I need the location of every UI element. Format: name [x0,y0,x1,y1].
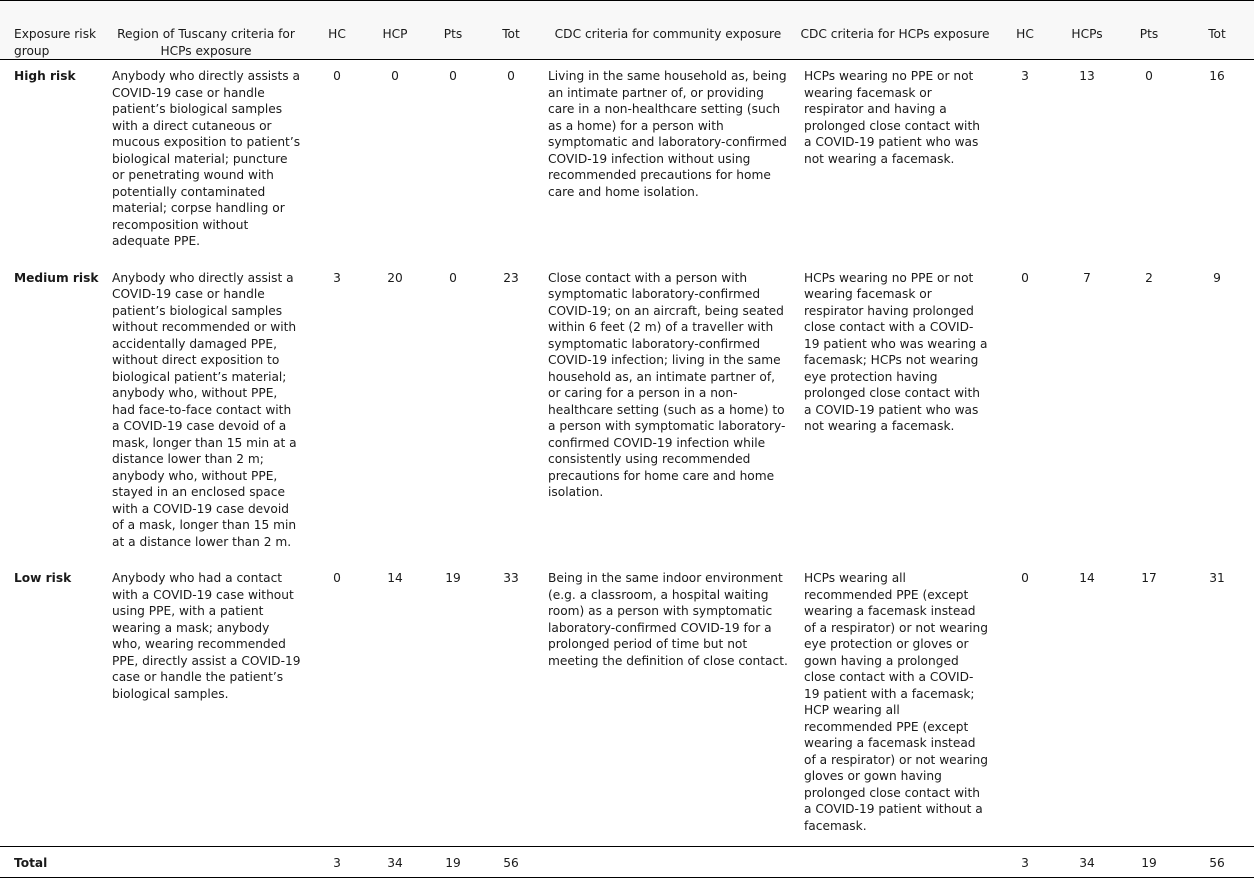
header-hcps-2: HCPs [1056,1,1118,60]
table-row-total [0,847,1254,878]
header-tot-2: Tot [1180,1,1254,60]
hcps-count-2: 7 [1083,270,1091,285]
risk-group-label: Low risk [14,571,72,585]
total-pts-2: 19 [1118,847,1180,878]
empty-cell [540,847,796,878]
hcps-count-2: 14 [1079,571,1095,585]
tot-count-2: 31 [1209,571,1225,585]
hc-count-2: 0 [1021,270,1029,285]
empty-cell [796,847,994,878]
hcps-count-2: 13 [1079,69,1095,83]
tot-count-2: 16 [1209,69,1225,83]
tot-count: 23 [503,270,519,285]
header-tuscany-criteria: Region of Tuscany criteria for HCPs exposure [104,1,308,60]
total-hcp: 34 [366,847,424,878]
cdc-community-cell: Living in the same household as, being an intimate partner of, or providing care in a non-healthcare setting (such as a home) for a person with symptomatic and laboratory-confirmed COVID-19 infection without using recommended precautions for home care and home isolation. [548,69,787,199]
header-exposure-group: Exposure risk group [0,1,104,60]
table-row-medium-risk [0,262,1254,563]
header-pts: Pts [424,1,482,60]
cdc-community-cell: Close contact with a person with symptomatic laboratory-confirmed COVID-19; on an aircraft, being seated within 6 feet (2 m) of a traveller with symptomatic laboratory-confirmed COVID-19 infection; living in the same household as, an intimate partner of, or caring for a person in a non-healthcare setting (such as a home) to a person with symptomatic laboratory-confirmed COVID-19 infection while consistently using recommended precautions for home care and home isolation. [548,270,786,499]
total-pts: 19 [424,847,482,878]
pts-count: 19 [445,571,461,585]
cdc-hcps-cell: HCPs wearing no PPE or not wearing facemask or respirator and having a prolonged close contact with a COVID-19 patient who was not wearing a facemask. [804,69,980,166]
pts-count: 0 [449,69,457,83]
cdc-community-cell: Being in the same indoor environment (e.g. a classroom, a hospital waiting room) as a person with symptomatic laboratory-confirmed COVID-19 for a prolonged period of time but not meeting the definition of close contact. [548,571,788,668]
header-cdc-community: CDC criteria for community exposure [540,1,796,60]
tuscany-criteria-cell: Anybody who had a contact with a COVID-19 case without using PPE, with a patient wearing a mask; anybody who, wearing recommended PPE, directly assist a COVID-19 case or handle the patient’s biological samples. [112,571,301,701]
hcp-count: 20 [387,270,403,285]
total-hc: 3 [308,847,366,878]
cdc-hcps-cell: HCPs wearing no PPE or not wearing facemask or respirator having prolonged close contact with a COVID-19 patient who was wearing a facemask; HCPs not wearing eye protection having prolonged close contact with a COVID-19 patient who was not wearing a facemask. [804,270,988,433]
pts-count-2: 17 [1141,571,1157,585]
table-row-high-risk [0,60,1254,262]
pts-count: 0 [449,270,457,285]
hc-count: 3 [333,270,341,285]
header-hc-2: HC [994,1,1056,60]
risk-group-label: Medium risk [14,270,99,285]
header-hc: HC [308,1,366,60]
total-tot: 56 [482,847,540,878]
header-hcp: HCP [366,1,424,60]
hc-count: 0 [333,69,341,83]
hc-count: 0 [333,571,341,585]
hcp-count: 14 [387,571,403,585]
cdc-hcps-cell: HCPs wearing all recommended PPE (except wearing a facemask instead of a respirator) or not wearing eye protection or gloves or gown having a prolonged close contact with a COVID-19 patient with a facemask; HCP wearing all recommended PPE (except wearing a facemask instead of a respirator) or not wearing gloves or gown having prolonged close contact with a COVID-19 patient without a facemask. [804,571,988,833]
total-tot-2: 56 [1180,847,1254,878]
header-row [0,1,1254,60]
header-cdc-hcps: CDC criteria for HCPs exposure [796,1,994,60]
header-tot: Tot [482,1,540,60]
hc-count-2: 0 [1021,571,1029,585]
tot-count: 0 [507,69,515,83]
total-hcps-2: 34 [1056,847,1118,878]
tot-count-2: 9 [1213,270,1221,285]
pts-count-2: 2 [1145,270,1153,285]
empty-cell [104,847,308,878]
total-label: Total [0,847,104,878]
table-row-low-risk [0,562,1254,847]
risk-group-label: High risk [14,69,76,83]
tuscany-criteria-cell: Anybody who directly assists a COVID-19 case or handle patient’s biological samples with a direct cutaneous or mucous exposition to patient’s biological material; puncture or penetrating wound with potentially contaminated material; corpse handling or recomposition without adequate PPE. [112,69,301,248]
hc-count-2: 3 [1021,69,1029,83]
total-hc-2: 3 [994,847,1056,878]
tuscany-criteria-cell: Anybody who directly assist a COVID-19 case or handle patient’s biological samples without recommended or with accidentally damaged PPE, without direct exposition to biological patient’s material; anybody who, without PPE, had face-to-face contact with a COVID-19 case devoid of a mask, longer than 15 min at a distance lower than 2 m; anybody who, without PPE, stayed in an enclosed space with a COVID-19 case devoid of a mask, longer than 15 min at a distance lower than 2 m. [112,270,297,549]
header-pts-2: Pts [1118,1,1180,60]
tot-count: 33 [503,571,519,585]
pts-count-2: 0 [1145,69,1153,83]
hcp-count: 0 [391,69,399,83]
